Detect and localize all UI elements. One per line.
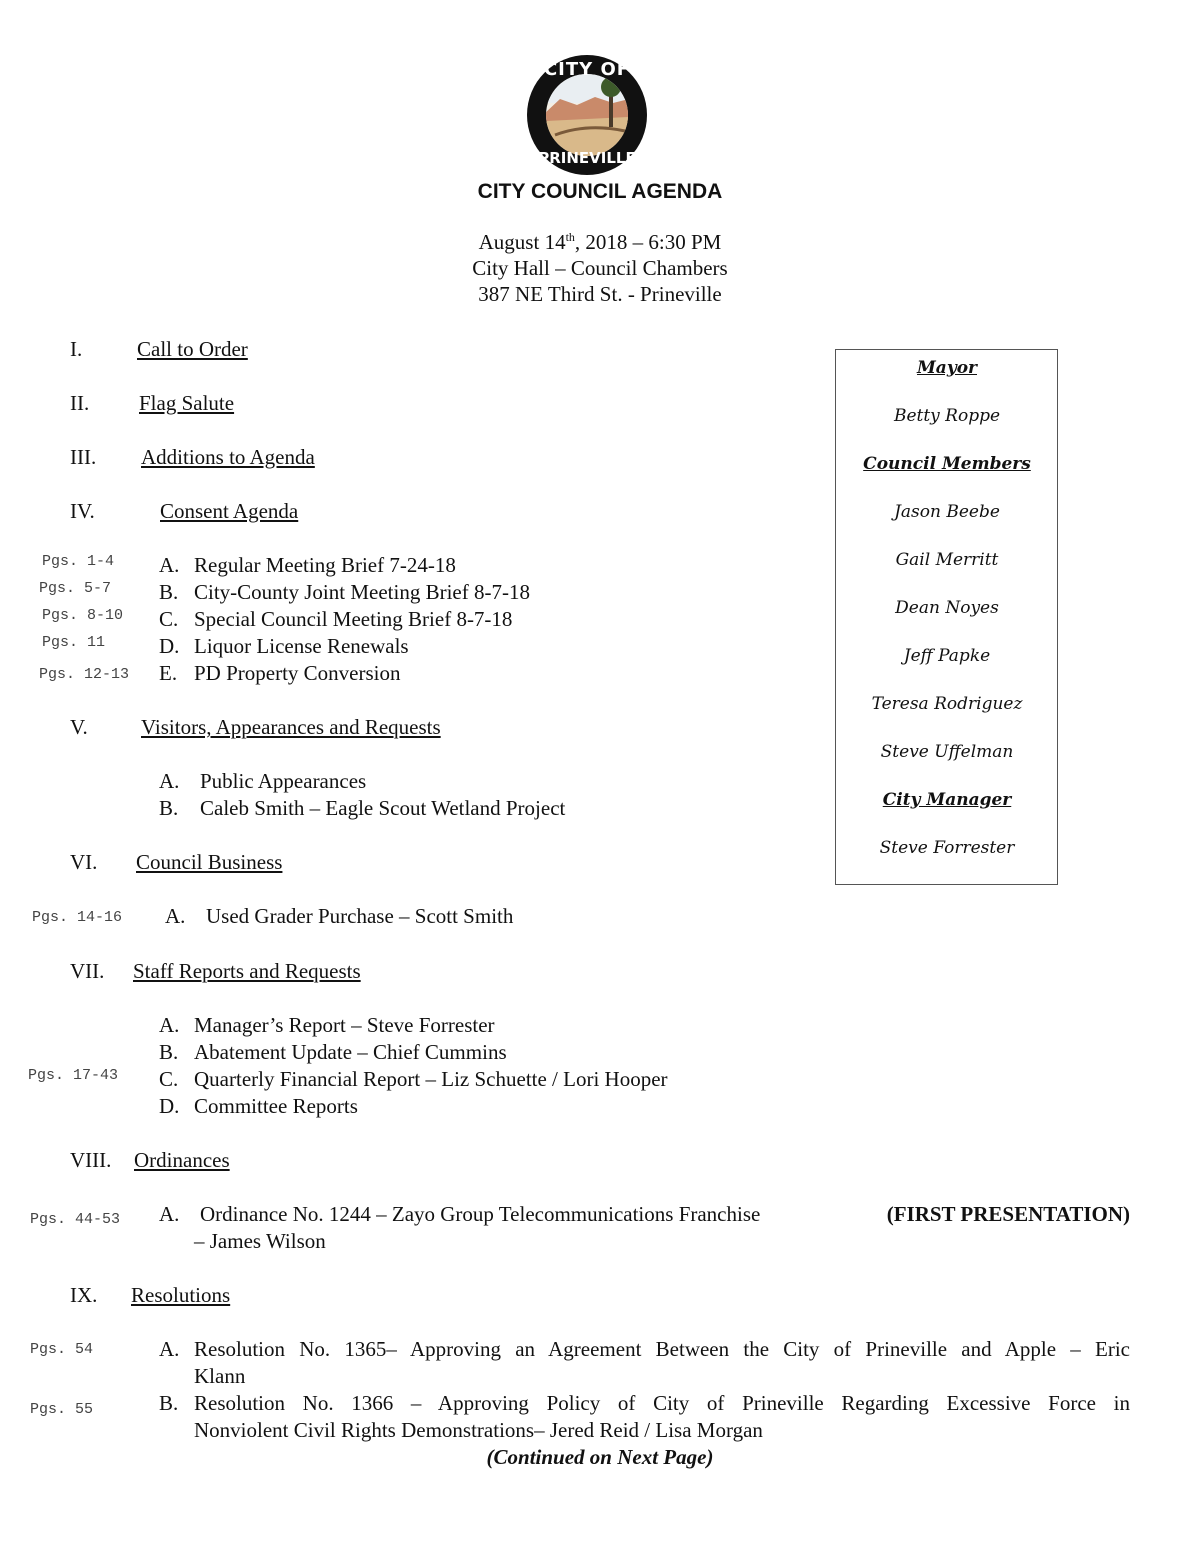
ordinance-item-status: (FIRST PRESENTATION) — [886, 1202, 1130, 1226]
page-ref: Pgs. 44-53 — [30, 1211, 121, 1228]
item-letter: E. — [159, 661, 178, 685]
section-number: IV. — [70, 499, 95, 523]
council-member: Gail Merritt — [895, 550, 999, 570]
staff-item: Quarterly Financial Report – Liz Schuette / Lori Hooper — [194, 1067, 668, 1091]
ordinance-item — [200, 1202, 1130, 1227]
consent-item: PD Property Conversion — [194, 661, 401, 685]
resolution-item: Resolution No. 1365– Approving an Agreement Between the City of Prineville and Apple – Eric — [194, 1337, 1130, 1361]
page-ref: Pgs. 8-10 — [42, 607, 124, 624]
item-letter: D. — [159, 1094, 180, 1118]
consent-item: Special Council Meeting Brief 8-7-18 — [194, 607, 513, 631]
page-title: CITY COUNCIL AGENDA — [477, 180, 723, 203]
visitor-item: Public Appearances — [200, 769, 367, 793]
council-member: Dean Noyes — [895, 598, 999, 618]
city-manager-heading: City Manager — [882, 790, 1012, 810]
item-letter: A. — [159, 769, 180, 793]
item-letter: B. — [159, 796, 179, 820]
page-ref: Pgs. 17-43 — [28, 1067, 119, 1084]
council-member: Jeff Papke — [903, 646, 991, 666]
section-title-staff-reports: Staff Reports and Requests — [133, 959, 361, 983]
section-number: IX. — [70, 1283, 98, 1307]
item-letter: B. — [159, 580, 179, 604]
meeting-date-sup: th — [565, 230, 575, 244]
logo-bottom-text: PRINEVILLE — [538, 149, 636, 167]
council-member: Steve Uffelman — [880, 742, 1014, 762]
section-title-ordinances: Ordinances — [134, 1148, 230, 1172]
item-letter: B. — [159, 1391, 179, 1415]
staff-item: Committee Reports — [194, 1094, 358, 1118]
visitor-item: Caleb Smith – Eagle Scout Wetland Project — [200, 796, 566, 820]
meeting-date — [0, 230, 1200, 255]
meeting-location: City Hall – Council Chambers — [472, 256, 728, 280]
consent-item: Regular Meeting Brief 7-24-18 — [194, 553, 456, 577]
meeting-date-time: , 2018 – 6:30 PM — [574, 230, 722, 254]
item-letter: C. — [159, 1067, 179, 1091]
page-ref: Pgs. 1-4 — [42, 553, 115, 570]
mayor-heading: Mayor — [916, 358, 977, 378]
section-number: II. — [70, 391, 90, 415]
council-business-item: Used Grader Purchase – Scott Smith — [206, 904, 514, 928]
item-letter: C. — [159, 607, 179, 631]
page-ref: Pgs. 14-16 — [32, 909, 123, 926]
page-ref: Pgs. 55 — [30, 1401, 94, 1418]
council-member: Jason Beebe — [894, 502, 1000, 522]
item-letter: A. — [159, 553, 180, 577]
logo-top-text: CITY OF — [543, 59, 631, 80]
item-letter: A. — [159, 1337, 180, 1361]
meeting-date-main: August 14 — [478, 230, 566, 254]
page-ref: Pgs. 5-7 — [39, 580, 112, 597]
resolution-item-continued: Klann — [194, 1364, 246, 1388]
resolution-item-continued: Nonviolent Civil Rights Demonstrations– Jered Reid / Lisa Morgan — [194, 1418, 763, 1442]
item-letter: B. — [159, 1040, 179, 1064]
section-title-council-business: Council Business — [136, 850, 283, 874]
city-logo — [525, 53, 649, 177]
section-number: III. — [70, 445, 97, 469]
consent-item: City-County Joint Meeting Brief 8-7-18 — [194, 580, 530, 604]
page-ref: Pgs. 54 — [30, 1341, 94, 1358]
section-number: VI. — [70, 850, 98, 874]
ordinance-item-presenter: – James Wilson — [194, 1229, 326, 1253]
section-number: VII. — [70, 959, 105, 983]
section-title-visitors: Visitors, Appearances and Requests — [141, 715, 441, 739]
section-number: VIII. — [70, 1148, 112, 1172]
section-number: V. — [70, 715, 88, 739]
council-members-heading: Council Members — [863, 454, 1031, 474]
item-letter: A. — [159, 1013, 180, 1037]
section-number: I. — [70, 337, 83, 361]
section-title-additions: Additions to Agenda — [141, 445, 315, 469]
section-title-resolutions: Resolutions — [131, 1283, 231, 1307]
consent-item: Liquor License Renewals — [194, 634, 409, 658]
section-title-flag-salute: Flag Salute — [139, 391, 235, 415]
page-ref: Pgs. 12-13 — [39, 666, 130, 683]
item-letter: D. — [159, 634, 180, 658]
section-title-consent-agenda: Consent Agenda — [160, 499, 299, 523]
staff-item: Abatement Update – Chief Cummins — [194, 1040, 507, 1064]
continued-note: (Continued on Next Page) — [486, 1445, 714, 1469]
item-letter: A. — [165, 904, 186, 928]
item-letter: A. — [159, 1202, 180, 1226]
meeting-address: 387 NE Third St. - Prineville — [478, 282, 722, 306]
page-ref: Pgs. 11 — [42, 634, 106, 651]
ordinance-item-text: Ordinance No. 1244 – Zayo Group Telecommunications Franchise — [200, 1202, 761, 1226]
staff-item: Manager’s Report – Steve Forrester — [194, 1013, 495, 1037]
council-member: Teresa Rodriguez — [871, 694, 1023, 714]
mayor-name: Betty Roppe — [893, 406, 1001, 426]
city-manager-name: Steve Forrester — [879, 838, 1015, 858]
resolution-item: Resolution No. 1366 – Approving Policy of City of Prineville Regarding Excessive Force in — [194, 1391, 1130, 1415]
section-title-call-to-order: Call to Order — [137, 337, 248, 361]
